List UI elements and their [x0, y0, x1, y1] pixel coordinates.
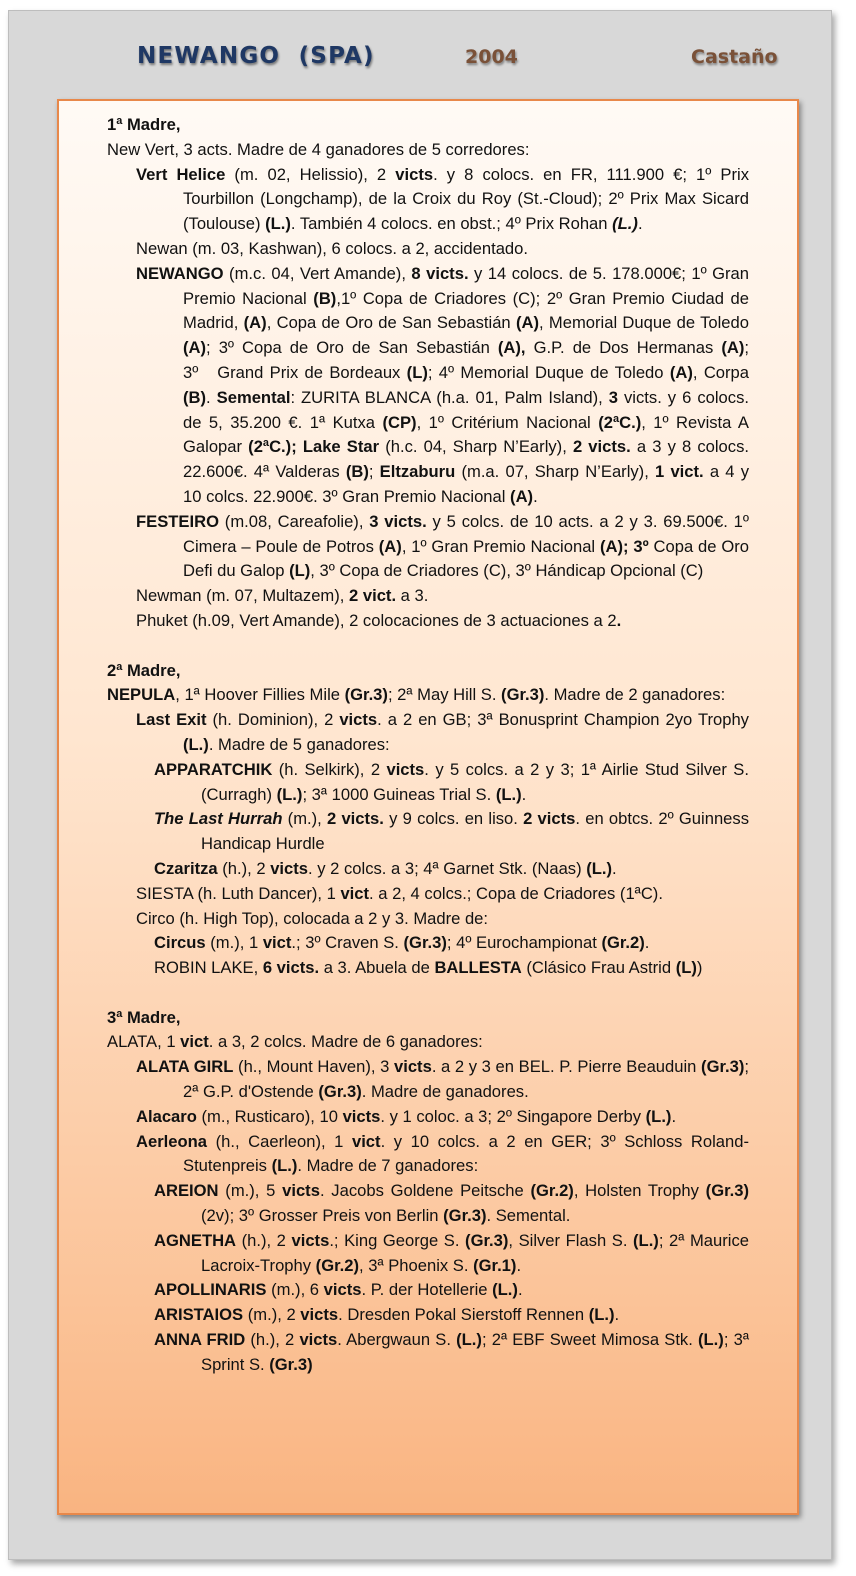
pedigree-entry: ARISTAIOS (m.), 2 victs. Dresden Pokal Sierstoff Rennen (L.).: [154, 1305, 620, 1325]
pedigree-entry: Vert Helice (m. 02, Helissio), 2 victs. y 8 colocs. en FR, 111.900 €; 1º Prix Tourbillon (Longchamp), de la Croix du Roy (St.-Cloud); 2º Prix Max Sicard (Toulouse) (L.). También 4 colocs. en obst.; 4º Prix Rohan (L.).: [136, 164, 749, 234]
page-frame: [8, 10, 832, 1560]
pedigree-entry: APPARATCHIK (h. Selkirk), 2 victs. y 5 colcs. a 2 y 3; 1ª Airlie Stud Silver S. (Curragh) (L.); 3ª 1000 Guineas Trial S. (L.).: [154, 759, 749, 804]
pedigree-entry: FESTEIRO (m.08, Careafolie), 3 victs. y 5 colcs. de 10 acts. a 2 y 3. 69.500€. 1º Cimera – Poule de Potros (A), 1º Gran Premio Nacional (A); 3º Copa de Oro Defi du Galop (L), 3º Copa de Criadores (C), 3º Hándicap Opcional (C): [136, 511, 749, 581]
pedigree-entry: Czaritza (h.), 2 victs. y 2 colcs. a 3; 4ª Garnet Stk. (Naas) (L.).: [154, 858, 617, 878]
section-title: 3ª Madre,: [107, 1007, 181, 1027]
pedigree-entry: ALATA GIRL (h., Mount Haven), 3 victs. a 2 y 3 en BEL. P. Pierre Beauduin (Gr.3); 2ª G.P. d'Ostende (Gr.3). Madre de ganadores.: [136, 1057, 750, 1102]
coat-color: Castaño: [691, 46, 778, 68]
pedigree-entry: ROBIN LAKE, 6 victs. a 3. Abuela de BALLESTA (Clásico Frau Astrid (L)): [154, 958, 703, 978]
pedigree-entry: NEWANGO (m.c. 04, Vert Amande), 8 victs. y 14 colocs. de 5. 178.000€; 1º Gran Premio Nacional (B),1º Copa de Criadores (C); 2º Gran Premio Ciudad de Madrid, (A), Copa de Oro de San Sebastián (A), Memorial Duque de Toledo (A); 3º Copa de Oro de San Sebastián (A), G.P. de Dos Hermanas (A); 3º Grand Prix de Bordeaux (L); 4º Memorial Duque de Toledo (A), Corpa (B). Semental: ZURITA BLANCA (h.a. 01, Palm Island), 3 victs. y 6 colocs. de 5, 35.200 €. 1ª Kutxa (CP), 1º Critérium Nacional (2ªC.), 1º Revista A Galopar (2ªC.); Lake Star (h.c. 04, Sharp N’Early), 2 victs. a 3 y 8 colocs. 22.600€. 4ª Valderas (B); Eltzaburu (m.a. 07, Sharp N’Early), 1 vict. a 4 y 10 colcs. 22.900€. 3º Gran Premio Nacional (A).: [136, 263, 750, 506]
birth-year: 2004: [465, 46, 518, 68]
pedigree-entry: The Last Hurrah (m.), 2 victs. y 9 colcs. en liso. 2 victs. en obtcs. 2º Guinness Handicap Hurdle: [154, 809, 749, 854]
pedigree-entry: Newman (m. 07, Multazem), 2 vict. a 3.: [136, 586, 429, 606]
pedigree-entry: AGNETHA (h.), 2 victs.; King George S. (Gr.3), Silver Flash S. (L.); 2ª Maurice Lacroix-Trophy (Gr.2), 3ª Phoenix S. (Gr.1).: [154, 1230, 749, 1275]
pedigree-content: [107, 113, 749, 1378]
pedigree-entry: Newan (m. 03, Kashwan), 6 colocs. a 2, accidentado.: [136, 238, 529, 258]
pedigree-entry: Last Exit (h. Dominion), 2 victs. a 2 en GB; 3ª Bonusprint Champion 2yo Trophy (L.). Madre de 5 ganadores:: [136, 710, 749, 754]
pedigree-entry: Circus (m.), 1 vict.; 3º Craven S. (Gr.3); 4º Eurochampionat (Gr.2).: [154, 933, 650, 953]
pedigree-entry: AREION (m.), 5 victs. Jacobs Goldene Peitsche (Gr.2), Holsten Trophy (Gr.3) (2v); 3º Grosser Preis von Berlin (Gr.3). Semental.: [154, 1181, 750, 1226]
pedigree-entry: New Vert, 3 acts. Madre de 4 ganadores de 5 corredores:: [107, 139, 530, 159]
pedigree-entry: APOLLINARIS (m.), 6 victs. P. der Hotellerie (L.).: [154, 1280, 523, 1300]
horse-name: NEWANGO (SPA): [137, 43, 375, 69]
pedigree-panel: [57, 99, 799, 1515]
section-spacer: [107, 981, 749, 1006]
pedigree-header: [9, 11, 831, 97]
pedigree-entry: ANNA FRID (h.), 2 victs. Abergwaun S. (L.); 2ª EBF Sweet Mimosa Stk. (L.); 3ª Sprint S. (Gr.3): [154, 1330, 749, 1374]
section-title: 1ª Madre,: [107, 115, 181, 134]
pedigree-entry: Aerleona (h., Caerleon), 1 vict. y 10 colcs. a 2 en GER; 3º Schloss Roland-Stutenpreis (L.). Madre de 7 ganadores:: [136, 1131, 749, 1176]
pedigree-entry: SIESTA (h. Luth Dancer), 1 vict. a 2, 4 colcs.; Copa de Criadores (1ªC).: [136, 883, 663, 903]
pedigree-entry: Circo (h. High Top), colocada a 2 y 3. Madre de:: [136, 908, 489, 928]
pedigree-entry: NEPULA, 1ª Hoover Fillies Mile (Gr.3); 2ª May Hill S. (Gr.3). Madre de 2 ganadores:: [107, 685, 726, 705]
pedigree-entry: Alacaro (m., Rusticaro), 10 victs. y 1 coloc. a 3; 2º Singapore Derby (L.).: [136, 1106, 677, 1126]
section-title: 2ª Madre,: [107, 660, 181, 680]
section-spacer: [107, 634, 749, 659]
pedigree-entry: ALATA, 1 vict. a 3, 2 colcs. Madre de 6 ganadores:: [107, 1032, 483, 1052]
pedigree-entry: Phuket (h.09, Vert Amande), 2 colocaciones de 3 actuaciones a 2.: [136, 610, 622, 630]
